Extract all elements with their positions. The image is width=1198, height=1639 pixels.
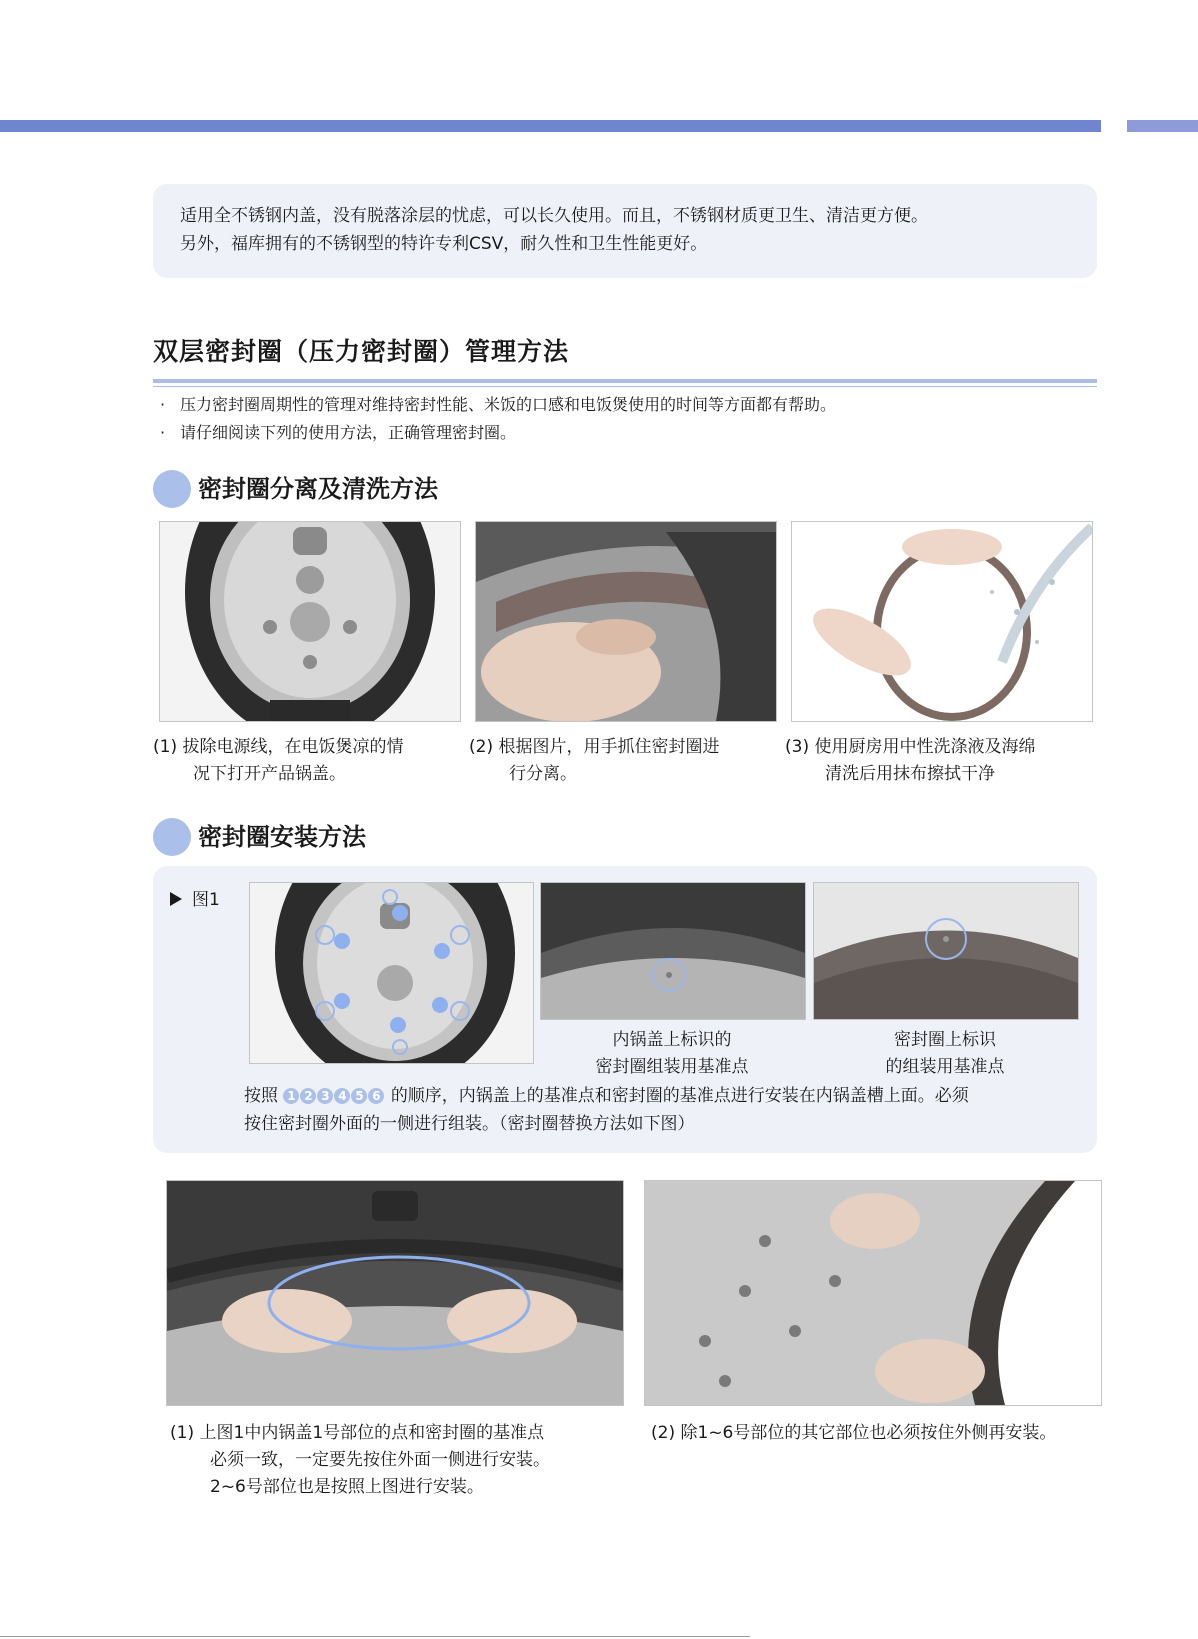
install-step-2: (2) 除1~6号部位的其它部位也必须按住外侧再安装。 bbox=[651, 1423, 1057, 1443]
intro-line-2: 另外，福库拥有的不锈钢型的特许专利CSV，耐久性和卫生性能更好。 bbox=[180, 234, 708, 254]
lid-mark-label: 内锅盖上标识的 密封圈组装用基准点 bbox=[595, 1030, 749, 1077]
photo-lid-markers bbox=[249, 882, 534, 1064]
bullet-item: · 压力密封圈周期性的管理对维持密封性能、米饭的口感和电饭煲使用的时间等方面都有帮助。 bbox=[160, 395, 837, 414]
photo-ring-mark bbox=[813, 882, 1079, 1020]
footer-rule bbox=[0, 1636, 750, 1637]
photo-remove-ring bbox=[475, 521, 777, 722]
order-number-badge: 6 bbox=[368, 1088, 384, 1104]
heading-circle-icon bbox=[153, 818, 191, 856]
title-rule-thin bbox=[153, 386, 1097, 387]
photo-wash-ring bbox=[791, 521, 1093, 722]
install-title: 密封圈安装方法 bbox=[198, 823, 366, 851]
photo-press-outer bbox=[166, 1180, 624, 1406]
section-title: 双层密封圈（压力密封圈）管理方法 bbox=[153, 337, 570, 366]
order-number-badge: 1 bbox=[283, 1088, 299, 1104]
cleaning-title: 密封圈分离及清洗方法 bbox=[198, 475, 438, 503]
triangle-icon bbox=[170, 892, 182, 906]
ring-mark-label: 密封圈上标识 的组装用基准点 bbox=[885, 1030, 1005, 1077]
bullet-item: · 请仔细阅读下列的使用方法，正确管理密封圈。 bbox=[160, 423, 517, 442]
heading-circle-icon bbox=[153, 470, 191, 508]
header-tab bbox=[1127, 120, 1198, 132]
cleaning-step-3: (3) 使用厨房用中性洗涤液及海绵 清洗后用抹布擦拭干净 bbox=[785, 737, 1036, 784]
photo-lid-groove bbox=[540, 882, 806, 1020]
header-bar bbox=[0, 120, 1101, 132]
cleaning-step-1: (1) 拔除电源线，在电饭煲凉的情 况下打开产品锅盖。 bbox=[153, 737, 404, 784]
order-number-badge: 2 bbox=[300, 1088, 316, 1104]
order-instruction: 按照 1 2 3 4 5 6 的顺序，内锅盖上的基准点和密封圈的基准点进行安装在内锅盖槽上面。必须 bbox=[244, 1086, 969, 1106]
title-rule bbox=[153, 379, 1097, 383]
photo-press-remaining bbox=[644, 1180, 1102, 1406]
order-instruction-2: 按住密封圈外面的一侧进行组装。（密封圈替换方法如下图） bbox=[244, 1114, 695, 1134]
install-step-1: (1) 上图1中内锅盖1号部位的点和密封圈的基准点 必须一致，一定要先按住外面一侧进行安装。 2~6号部位也是按照上图进行安装。 bbox=[170, 1423, 550, 1497]
order-number-badge: 3 bbox=[317, 1088, 333, 1104]
order-number-badge: 4 bbox=[334, 1088, 350, 1104]
intro-line-1: 适用全不锈钢内盖，没有脱落涂层的忧虑，可以长久使用。而且，不锈钢材质更卫生、清洁更方便。 bbox=[180, 206, 928, 226]
photo-open-lid bbox=[159, 521, 461, 722]
figure-tag: 图1 bbox=[170, 888, 220, 912]
intro-box bbox=[153, 184, 1097, 278]
cleaning-step-2: (2) 根据图片，用手抓住密封圈进 行分离。 bbox=[469, 737, 720, 784]
order-number-badge: 5 bbox=[351, 1088, 367, 1104]
